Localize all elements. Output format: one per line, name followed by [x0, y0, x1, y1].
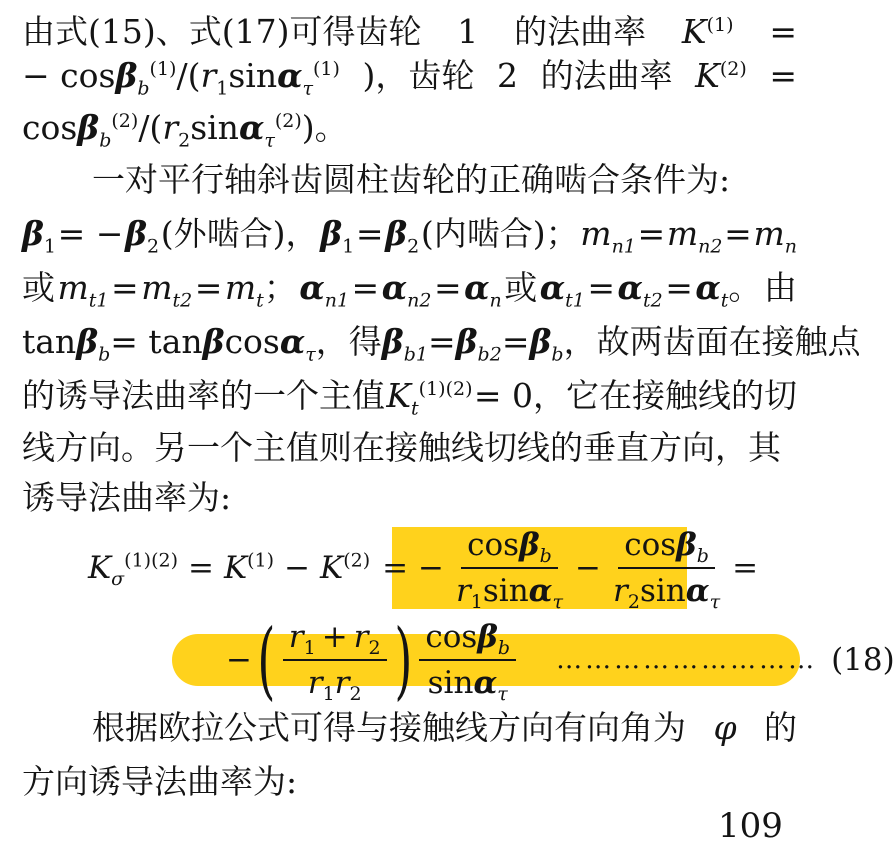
math-an2: $\alpha_{n2}$: [381, 268, 432, 312]
fraction-3: [283, 618, 387, 706]
paragraph-2-line-4: [22, 314, 861, 370]
math-beta1: $\beta_1$: [22, 214, 57, 258]
text: 或: [504, 268, 538, 307]
fraction-2: [607, 526, 726, 614]
text: 的诱导法曲率的一个主值: [22, 376, 385, 415]
equals: =: [187, 550, 214, 586]
numerator: cosβ$_b$: [419, 618, 516, 661]
text: =: [111, 268, 139, 307]
paragraph-1-line-2: [22, 48, 797, 104]
text: =: [665, 268, 693, 307]
math-beta2b: $\beta_2$: [385, 214, 420, 258]
page-number: 109: [718, 806, 783, 846]
denominator: sinα$_\tau$: [427, 665, 508, 706]
math-K-sigma: $K_\sigma^{(1)(2)}$: [88, 549, 178, 591]
text: =: [355, 214, 384, 253]
math-beta1b: $\beta_1$: [320, 214, 355, 258]
text: 的: [763, 708, 797, 747]
fraction-1: [450, 526, 569, 614]
paragraph-2-line-1: [92, 152, 797, 208]
math-mn2: $m_{n2}$: [666, 214, 723, 258]
paragraph-2-line-6: [22, 420, 797, 476]
text: 2: [496, 56, 518, 95]
math-cos-beta-b2: $\cos\beta_b^{(2)}/(r_2\sin\alpha_\tau^{(2)})$。: [22, 108, 348, 152]
math-an: $\alpha_n$: [464, 268, 502, 312]
text: 或: [22, 268, 55, 307]
equals-minus: = −: [382, 550, 444, 586]
text: =: [637, 214, 666, 253]
paragraph-3-line-1: [92, 700, 797, 756]
math-K1: $K^{(1)}$: [681, 12, 734, 51]
paragraph-2-line-2: [22, 206, 797, 262]
text: (外啮合)，: [160, 214, 319, 253]
text: 根据欧拉公式可得与接触线方向有向角为: [92, 708, 686, 747]
math-tan-beta-b: tanβ$_b$: [22, 322, 111, 366]
leader-dots: ………………………: [556, 645, 818, 675]
text: 由式(15)、式(17)可得齿轮: [22, 12, 422, 51]
text: =: [194, 268, 223, 307]
minus: −: [226, 642, 252, 678]
math-beta-b-equal: $\beta_{b1}=\beta_{b2}=\beta_b$: [381, 322, 564, 366]
text: 由: [763, 268, 797, 307]
numerator: $r_1 + r_2$: [283, 618, 387, 661]
left-parenthesis: (: [257, 611, 276, 709]
paragraph-1-line-3: [22, 100, 797, 156]
math-beta2: $\beta_2$: [125, 214, 160, 258]
text: = −: [57, 214, 124, 253]
text: =: [433, 268, 462, 307]
numerator: cosβ$_b$: [618, 526, 715, 569]
denominator: $r_2\sin\alpha_\tau$: [613, 573, 721, 614]
text: 1: [457, 12, 479, 51]
math-mn: $m_n$: [753, 214, 797, 258]
equation-18-line-1: [88, 526, 759, 614]
right-parenthesis: ): [393, 611, 412, 709]
math-mt1: $m_{t1}$: [57, 268, 109, 312]
equation-18-line-2: [226, 611, 895, 709]
fraction-4: [419, 618, 516, 706]
math-mt2: $m_{t2}$: [141, 268, 193, 312]
text: = 0，它在接触线的切: [473, 376, 797, 415]
math-K1: $K^{(1)}$: [223, 549, 275, 586]
minus: −: [284, 550, 311, 586]
math-K2: $K^{(2)}$: [320, 549, 371, 586]
text: ，得: [315, 322, 382, 361]
math-cos-beta-b1: − $\cos\beta_b^{(1)}/(r_1\sin\alpha_\tau^{(1)}$: [22, 56, 340, 100]
math-mt: $m_t$；: [224, 268, 297, 312]
text: )，齿轮: [362, 56, 475, 95]
text: 的法曲率: [540, 56, 673, 95]
math-Kt: $K_t^{(1)(2)}$: [386, 376, 473, 420]
math-at: $\alpha_t$。: [695, 268, 762, 312]
text: =: [351, 268, 380, 307]
math-at2: $\alpha_{t2}$: [617, 268, 663, 312]
text: 方向诱导法曲率为:: [22, 762, 298, 801]
math-tan-beta-cos: = tanβcosα$_\tau$: [110, 322, 316, 366]
math-K2: $K^{(2)}$: [695, 56, 747, 95]
text: =: [769, 56, 797, 95]
text: =: [587, 268, 616, 307]
text: =: [724, 214, 752, 253]
text: 一对平行轴斜齿圆柱齿轮的正确啮合条件为:: [92, 160, 731, 199]
text: ，故两齿面在接触点: [563, 322, 861, 361]
equation-number: (18): [831, 642, 895, 678]
numerator: cosβ$_b$: [461, 526, 558, 569]
paragraph-3-line-2: [22, 754, 797, 810]
denominator: $r_1\sin\alpha_\tau$: [455, 573, 564, 614]
paragraph-2-line-3: [22, 260, 797, 316]
minus: −: [575, 550, 602, 586]
text: 的法曲率: [514, 12, 647, 51]
paragraph-2-line-7: [22, 470, 797, 526]
math-at1: $\alpha_{t1}$: [539, 268, 585, 312]
text: =: [769, 12, 797, 51]
text: 线方向。另一个主值则在接触线切线的垂直方向，其: [22, 428, 781, 467]
text: 诱导法曲率为:: [22, 478, 232, 517]
math-mn1: $m_{n1}$: [580, 214, 636, 258]
paragraph-2-line-5: [22, 368, 797, 424]
math-an1: $\alpha_{n1}$: [299, 268, 350, 312]
math-phi: φ: [713, 708, 737, 747]
denominator: $r_1r_2$: [307, 665, 362, 706]
equals: =: [732, 550, 759, 586]
text: (内啮合)；: [420, 214, 579, 253]
